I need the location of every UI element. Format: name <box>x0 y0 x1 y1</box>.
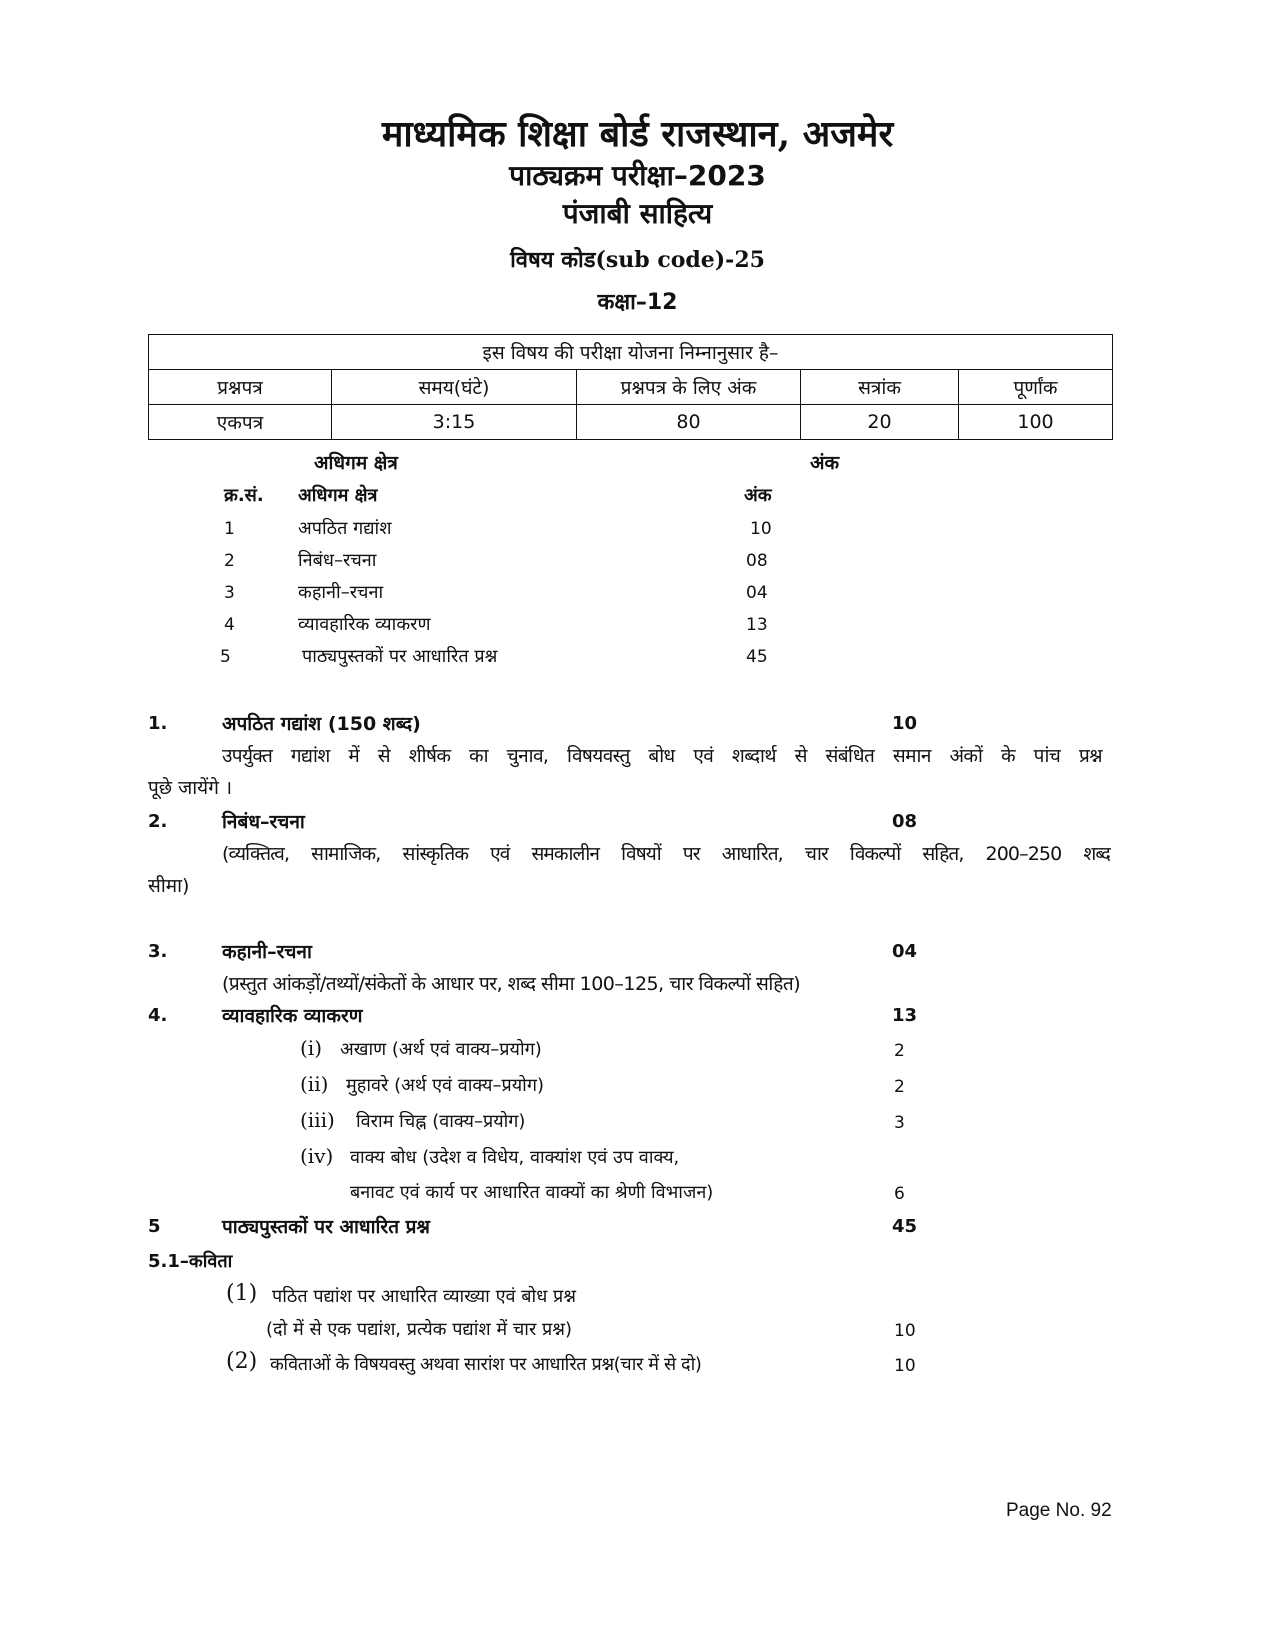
col-marks: अंक <box>744 485 772 506</box>
list-item-marks: 04 <box>746 583 768 603</box>
item-text-cont: बनावट एवं कार्य पर आधारित वाक्यों का श्रेणी विभाजन) <box>350 1182 714 1203</box>
list-item-marks: 08 <box>746 551 768 571</box>
section-marks: 10 <box>892 713 918 734</box>
section-title: व्यावहारिक व्याकरण <box>222 1005 363 1027</box>
class-label: कक्षा–12 <box>597 290 678 315</box>
exam-scheme-table <box>148 334 1113 440</box>
exam-title: पाठ्यक्रम परीक्षा–2023 <box>509 159 766 192</box>
table-cell: 3:15 <box>332 405 577 440</box>
subject-code: विषय कोड(sub code)-25 <box>510 247 765 273</box>
list-item-sno: 5 <box>220 647 231 667</box>
table-header-cell: प्रश्नपत्र <box>149 370 332 405</box>
section-title: कहानी–रचना <box>222 941 312 963</box>
page-number: Page No. 92 <box>1006 1500 1112 1521</box>
table-cell: 80 <box>577 405 801 440</box>
subsection-title: 5.1–कविता <box>148 1251 233 1272</box>
list-item-area: व्यावहारिक व्याकरण <box>298 614 431 635</box>
item-text-cont: (दो में से एक पद्यांश, प्रत्येक पद्यांश में चार प्रश्न) <box>266 1319 573 1340</box>
list-item-area: पाठ्यपुस्तकों पर आधारित प्रश्न <box>302 646 498 667</box>
table-cell: एकपत्र <box>149 405 332 440</box>
item-text: कविताओं के विषयवस्तु अथवा सारांश पर आधारित प्रश्न(चार में से दो) <box>270 1354 702 1375</box>
col-sno: क्र.सं. <box>224 485 264 506</box>
item-marks: 2 <box>894 1077 905 1097</box>
list-item-marks: 10 <box>750 519 772 539</box>
list-item-sno: 1 <box>224 519 235 539</box>
section-description-cont: पूछे जायेंगे । <box>148 777 233 799</box>
section-title: अपठित गद्यांश (150 शब्द) <box>222 713 421 735</box>
item-number: (i) <box>300 1036 323 1060</box>
item-number: (1) <box>226 1281 258 1306</box>
list-item-area: कहानी–रचना <box>298 582 384 603</box>
table-row <box>149 405 1113 440</box>
list-item-area: निबंध–रचना <box>298 550 377 571</box>
table-header-cell: पूर्णांक <box>959 370 1113 405</box>
subject-title: पंजाबी साहित्य <box>562 197 713 230</box>
table-header-row <box>149 370 1113 405</box>
section-number: 2. <box>148 811 168 832</box>
section-marks: 13 <box>892 1005 918 1026</box>
section-number: 4. <box>148 1005 168 1026</box>
board-title: माध्यमिक शिक्षा बोर्ड राजस्थान, अजमेर <box>381 113 894 155</box>
section-description-cont: सीमा) <box>148 875 190 897</box>
section-description: उपर्युक्त गद्यांश में से शीर्षक का चुनाव, विषयवस्तु बोध एवं शब्दार्थ से संबंधित समान अंकों के पांच प्रश्न <box>222 745 1102 767</box>
section-title: पाठ्यपुस्तकों पर आधारित प्रश्न <box>222 1216 430 1238</box>
section-marks: 45 <box>892 1216 918 1237</box>
item-marks: 3 <box>894 1113 905 1133</box>
item-marks: 10 <box>894 1321 916 1341</box>
table-header-cell: समय(घंटे) <box>332 370 577 405</box>
table-caption: इस विषय की परीक्षा योजना निम्नानुसार है– <box>149 335 1113 370</box>
list-item-area: अपठित गद्यांश <box>298 518 392 539</box>
item-marks: 10 <box>894 1356 916 1376</box>
section-number: 5 <box>148 1216 161 1237</box>
item-text: वाक्य बोध (उदेश व विधेय, वाक्यांश एवं उप वाक्य, <box>350 1147 680 1168</box>
section-number: 3. <box>148 941 168 962</box>
item-text: विराम चिह्न (वाक्य–प्रयोग) <box>356 1111 526 1132</box>
list-item-marks: 45 <box>746 647 768 667</box>
item-text: अखाण (अर्थ एवं वाक्य–प्रयोग) <box>340 1039 542 1060</box>
section-marks: 08 <box>892 811 918 832</box>
item-number: (2) <box>226 1349 258 1374</box>
list-item-sno: 3 <box>224 583 235 603</box>
list-item-sno: 2 <box>224 551 235 571</box>
section-marks: 04 <box>892 941 918 962</box>
item-text: पठित पद्यांश पर आधारित व्याख्या एवं बोध प्रश्न <box>272 1286 576 1307</box>
learning-area-heading: अधिगम क्षेत्र <box>314 452 398 474</box>
section-number: 1. <box>148 713 168 734</box>
table-header-cell: प्रश्नपत्र के लिए अंक <box>577 370 801 405</box>
table-header-cell: सत्रांक <box>801 370 959 405</box>
item-number: (ii) <box>300 1072 329 1096</box>
item-text: मुहावरे (अर्थ एवं वाक्य–प्रयोग) <box>346 1075 544 1096</box>
section-title: निबंध–रचना <box>222 811 305 833</box>
table-cell: 20 <box>801 405 959 440</box>
col-area: अधिगम क्षेत्र <box>298 485 378 506</box>
table-cell: 100 <box>959 405 1113 440</box>
section-description: (व्यक्तित्व, सामाजिक, सांस्कृतिक एवं समकालीन विषयों पर आधारित, चार विकल्पों सहित, 200–250 शब्द <box>222 843 1110 865</box>
item-number: (iv) <box>300 1144 334 1168</box>
list-item-sno: 4 <box>224 615 235 635</box>
item-number: (iii) <box>300 1108 335 1132</box>
section-description: (प्रस्तुत आंकड़ों/तथ्यों/संकेतों के आधार पर, शब्द सीमा 100–125, चार विकल्पों सहित) <box>222 973 801 995</box>
list-item-marks: 13 <box>746 615 768 635</box>
marks-heading: अंक <box>810 452 840 474</box>
item-marks: 2 <box>894 1041 905 1061</box>
item-marks: 6 <box>894 1184 905 1204</box>
